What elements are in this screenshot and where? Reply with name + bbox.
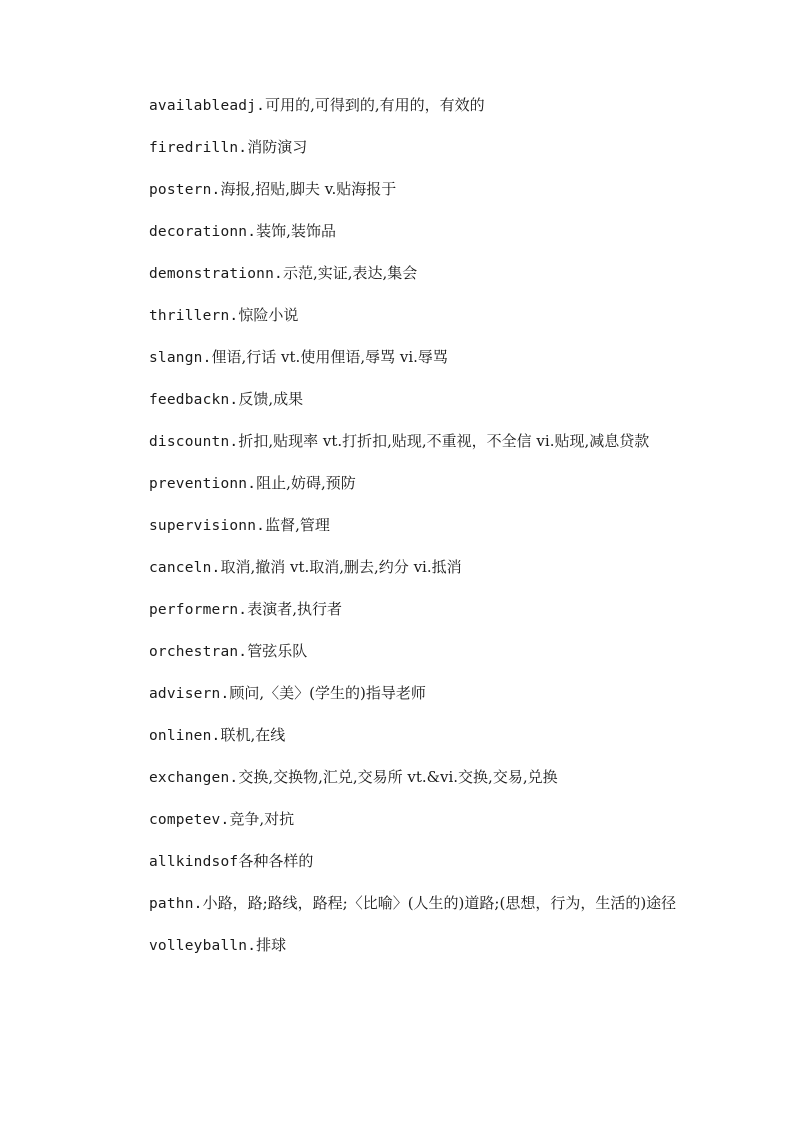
- vocab-entry: [120, 386, 680, 413]
- vocab-word: orchestran.: [149, 644, 248, 660]
- vocab-entry: [120, 638, 680, 665]
- vocab-entry: [120, 92, 680, 119]
- vocab-entry: [120, 344, 680, 371]
- vocab-entry: [120, 134, 680, 161]
- vocab-word: demonstrationn.: [149, 266, 283, 282]
- vocab-word: competev.: [149, 812, 230, 828]
- vocab-gloss: 取消,撤消 vt.取消,删去,约分 vi.抵消: [220, 558, 462, 576]
- vocab-word: thrillern.: [149, 308, 239, 324]
- vocab-entry: [120, 512, 680, 539]
- vocab-gloss: 阻止,妨碍,预防: [256, 474, 356, 492]
- vocab-word: advisern.: [149, 686, 230, 702]
- vocab-gloss: 示范,实证,表达,集会: [282, 264, 418, 282]
- vocab-word: postern.: [149, 182, 221, 198]
- vocab-gloss: 竞争,对抗: [229, 810, 295, 828]
- vocab-entry: [120, 932, 680, 959]
- vocab-entry: [120, 764, 680, 791]
- vocab-gloss: 可用的,可得到的,有用的，有效的: [265, 96, 485, 114]
- vocab-word: feedbackn.: [149, 392, 239, 408]
- vocab-entry: [120, 680, 680, 707]
- vocab-entry: [120, 890, 680, 917]
- vocab-word: pathn.: [149, 896, 203, 912]
- vocab-entry: [120, 428, 680, 455]
- vocab-gloss: 排球: [256, 936, 287, 954]
- vocab-entry: [120, 260, 680, 287]
- vocab-gloss: 俚语,行话 vt.使用俚语,辱骂 vi.辱骂: [211, 348, 448, 366]
- vocab-word: exchangen.: [149, 770, 239, 786]
- vocab-word: volleyballn.: [149, 938, 257, 954]
- vocab-gloss: 交换,交换物,汇兑,交易所 vt.&vi.交换,交易,兑换: [238, 768, 558, 786]
- vocab-word: firedrilln.: [149, 140, 248, 156]
- vocab-gloss: 顾问,〈美〉(学生的)指导老师: [229, 684, 426, 702]
- vocab-word: canceln.: [149, 560, 221, 576]
- vocab-word: discountn.: [149, 434, 239, 450]
- vocab-word: performern.: [149, 602, 248, 618]
- vocab-entry: [120, 470, 680, 497]
- vocab-gloss: 联机,在线: [220, 726, 286, 744]
- vocab-entry: [120, 806, 680, 833]
- vocab-word: preventionn.: [149, 476, 257, 492]
- vocab-word: availableadj.: [149, 98, 266, 114]
- vocab-gloss: 各种各样的: [238, 852, 314, 870]
- vocab-gloss: 监督,管理: [265, 516, 330, 534]
- vocab-gloss: 小路，路;路线，路程;〈比喻〉(人生的)道路;(思想，行为，生活的)途径: [202, 894, 677, 912]
- vocab-gloss: 表演者,执行者: [247, 600, 343, 618]
- vocab-word: supervisionn.: [149, 518, 266, 534]
- vocab-gloss: 海报,招贴,脚夫 v.贴海报于: [220, 180, 397, 198]
- vocab-gloss: 惊险小说: [238, 306, 299, 324]
- vocab-entry: [120, 176, 680, 203]
- vocab-entry: [120, 596, 680, 623]
- vocab-gloss: 管弦乐队: [247, 642, 308, 660]
- vocab-gloss: 消防演习: [247, 138, 308, 156]
- vocab-entry: [120, 848, 680, 875]
- vocab-entry: [120, 554, 680, 581]
- vocab-word: onlinen.: [149, 728, 221, 744]
- vocab-word: slangn.: [149, 350, 212, 366]
- vocab-entry: [120, 722, 680, 749]
- vocab-gloss: 反馈,成果: [238, 390, 304, 408]
- vocab-word: decorationn.: [149, 224, 257, 240]
- vocab-gloss: 折扣,贴现率 vt.打折扣,贴现,不重视，不全信 vi.贴现,减息贷款: [238, 432, 650, 450]
- vocab-entry: [120, 218, 680, 245]
- vocab-entry: [120, 302, 680, 329]
- vocab-word: allkindsof: [149, 854, 239, 870]
- vocab-gloss: 装饰,装饰品: [256, 222, 336, 240]
- vocabulary-list: [120, 92, 680, 974]
